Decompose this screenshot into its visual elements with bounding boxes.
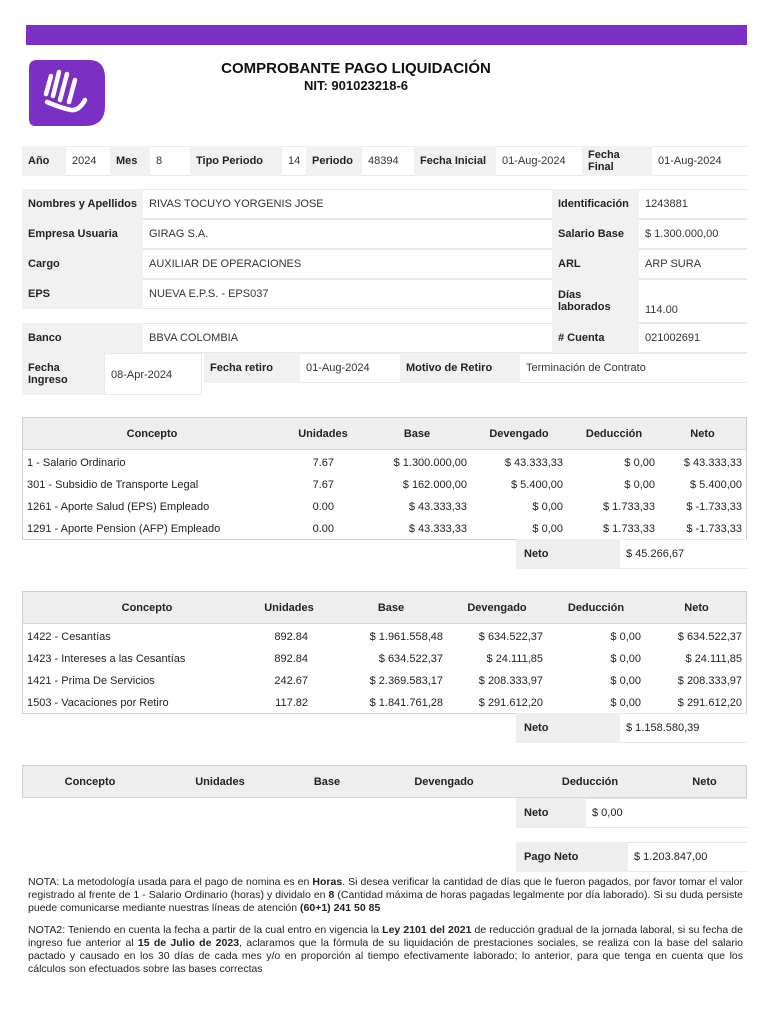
arl-label: ARL: [552, 249, 639, 279]
col-neto: Neto: [684, 601, 709, 614]
cargo-value: AUXILIAR DE OPERACIONES: [143, 249, 552, 279]
col-neto: Neto: [692, 775, 717, 788]
identificacion-value: 1243881: [639, 189, 747, 219]
col-unidades: Unidades: [264, 601, 314, 614]
cell-deduccion: $ 1.733,33: [603, 523, 655, 535]
tipo-periodo-label: Tipo Periodo: [190, 146, 282, 176]
cell-devengado: $ 0,00: [532, 501, 563, 513]
pago-neto-value: $ 1.203.847,00: [628, 842, 747, 872]
table-row: [23, 670, 746, 692]
tipo-periodo-value: 14: [282, 146, 306, 176]
nota-1-text: NOTA: La metodología usada para el pago de nomina es en: [28, 876, 313, 888]
col-base: Base: [403, 427, 431, 440]
nota-1-text: (Cantidad máxima de horas pagadas legalmente por día laborado). Si su duda persiste puede comunicarse mediante nuestras líneas de atención: [28, 889, 743, 914]
cell-devengado: $ 634.522,37: [478, 631, 543, 643]
document-title: COMPROBANTE PAGO LIQUIDACIÓN: [221, 60, 491, 77]
cell-unidades: 892.84: [274, 631, 308, 643]
cell-concepto: 1423 - Intereses a las Cesantías: [27, 653, 186, 665]
fecha-final-label: Fecha Final: [582, 146, 652, 176]
cell-devengado: $ 24.111,85: [486, 653, 543, 665]
col-concepto: Concepto: [64, 775, 116, 788]
table3-neto-row: [516, 798, 747, 828]
cell-base: $ 634.522,37: [378, 653, 443, 665]
cell-neto: $ 43.333,33: [683, 457, 742, 469]
col-deduccion: Deducción: [561, 775, 619, 788]
cell-devengado: $ 0,00: [532, 523, 563, 535]
col-neto: Neto: [690, 427, 715, 440]
cell-deduccion: $ 0,00: [624, 479, 655, 491]
cell-unidades: 7.67: [312, 457, 334, 469]
col-deduccion: Deducción: [585, 427, 643, 440]
company-nit: NIT: 901023218-6: [303, 78, 409, 93]
empresa-label: Empresa Usuaria: [22, 219, 143, 249]
table-row: [23, 452, 746, 474]
col-concepto: Concepto: [121, 601, 173, 614]
table1-neto-row: [516, 539, 747, 569]
cell-concepto: 1421 - Prima De Servicios: [27, 675, 155, 687]
fecha-inicial-label: Fecha Inicial: [414, 146, 496, 176]
banco-value: BBVA COLOMBIA: [143, 323, 552, 353]
banco-label: Banco: [22, 323, 143, 353]
cell-unidades: 892.84: [274, 653, 308, 665]
cell-devengado: $ 43.333,33: [504, 457, 563, 469]
nota-1-bold: 8: [328, 889, 335, 901]
col-deduccion: Deducción: [567, 601, 625, 614]
dias-laborados-label: Días laborados: [552, 279, 639, 323]
cell-neto: $ 208.333,97: [677, 675, 742, 687]
cell-devengado: $ 291.612,20: [478, 697, 543, 709]
cell-neto: $ 291.612,20: [677, 697, 742, 709]
cuenta-value: 021002691: [639, 323, 747, 353]
cell-devengado: $ 5.400,00: [511, 479, 563, 491]
anio-value: 2024: [66, 146, 110, 176]
col-base: Base: [313, 775, 341, 788]
empresa-value: GIRAG S.A.: [143, 219, 552, 249]
cell-neto: $ 5.400,00: [690, 479, 742, 491]
nombres-label: Nombres y Apellidos: [22, 189, 143, 219]
neto-value: $ 45.266,67: [620, 539, 747, 569]
cell-concepto: 1291 - Aporte Pension (AFP) Empleado: [27, 523, 221, 535]
identificacion-label: Identificación: [552, 189, 639, 219]
col-base: Base: [377, 601, 405, 614]
cell-unidades: 0.00: [312, 523, 334, 535]
cuenta-label: # Cuenta: [552, 323, 639, 353]
cell-deduccion: $ 0,00: [610, 653, 641, 665]
mes-value: 8: [150, 146, 190, 176]
nota-1-bold: Horas: [312, 876, 343, 888]
cell-base: $ 162.000,00: [402, 479, 467, 491]
fecha-ingreso-label: Fecha Ingreso: [22, 353, 104, 395]
nota-1-phone: (60+1) 241 50 85: [300, 902, 381, 914]
conceptos-table-3: [22, 765, 747, 798]
cell-neto: $ 24.111,85: [685, 653, 742, 665]
cell-base: $ 1.300.000,00: [393, 457, 467, 469]
salario-base-label: Salario Base: [552, 219, 639, 249]
cell-devengado: $ 208.333,97: [478, 675, 543, 687]
header-color-bar: [26, 25, 747, 45]
cell-concepto: 1261 - Aporte Salud (EPS) Empleado: [27, 501, 210, 513]
cell-unidades: 242.67: [274, 675, 308, 687]
col-devengado: Devengado: [414, 775, 474, 788]
col-devengado: Devengado: [489, 427, 549, 440]
motivo-retiro-label: Motivo de Retiro: [400, 353, 520, 383]
motivo-retiro-value: Terminación de Contrato: [520, 353, 747, 383]
cell-deduccion: $ 0,00: [610, 697, 641, 709]
nota-2-bold: Ley 2101 del 2021: [382, 924, 472, 936]
cell-base: $ 43.333,33: [408, 501, 467, 513]
col-devengado: Devengado: [467, 601, 527, 614]
table-row: [23, 626, 746, 648]
table-row: [23, 648, 746, 670]
table-header: [23, 592, 746, 624]
col-unidades: Unidades: [195, 775, 245, 788]
periodo-value: 48394: [362, 146, 414, 176]
cell-unidades: 117.82: [275, 697, 308, 709]
cell-neto: $ -1.733,33: [686, 523, 742, 535]
dias-laborados-value: 114.00: [639, 279, 747, 323]
company-logo: [27, 56, 107, 130]
cell-concepto: 1503 - Vacaciones por Retiro: [27, 697, 169, 709]
mes-label: Mes: [110, 146, 150, 176]
cargo-label: Cargo: [22, 249, 143, 279]
table-header: [23, 418, 746, 450]
fecha-inicial-value: 01-Aug-2024: [496, 146, 582, 176]
nota-1: [28, 876, 743, 915]
neto-label: Neto: [516, 713, 620, 743]
fecha-final-value: 01-Aug-2024: [652, 146, 747, 176]
table-row: [23, 474, 746, 496]
cell-deduccion: $ 0,00: [624, 457, 655, 469]
table-row: [23, 692, 746, 714]
cell-deduccion: $ 1.733,33: [603, 501, 655, 513]
cell-base: $ 2.369.583,17: [369, 675, 443, 687]
pago-neto-row: [516, 842, 747, 872]
col-unidades: Unidades: [298, 427, 348, 440]
cell-concepto: 1422 - Cesantías: [27, 631, 111, 643]
cell-unidades: 7.67: [312, 479, 334, 491]
conceptos-table-2: [22, 591, 747, 714]
table-row: [23, 518, 746, 540]
col-concepto: Concepto: [126, 427, 178, 440]
cell-concepto: 301 - Subsidio de Transporte Legal: [27, 479, 199, 491]
cell-neto: $ -1.733,33: [686, 501, 742, 513]
salario-base-value: $ 1.300.000,00: [639, 219, 747, 249]
cell-base: $ 43.333,33: [408, 523, 467, 535]
cell-neto: $ 634.522,37: [677, 631, 742, 643]
cell-deduccion: $ 0,00: [610, 675, 641, 687]
fecha-retiro-value: 01-Aug-2024: [300, 353, 400, 383]
nota-1-text: . Si desea verificar la cantidad de días que le fueron pagados, por favor tomar el valor registrado al frente de 1 - Salario Ordinario (horas) y dividalo en: [28, 876, 743, 901]
neto-label: Neto: [516, 798, 586, 828]
cell-unidades: 0.00: [312, 501, 334, 513]
pago-neto-label: Pago Neto: [516, 842, 628, 872]
eps-label: EPS: [22, 279, 143, 309]
arl-value: ARP SURA: [639, 249, 747, 279]
nota-2-text: , aclaramos que la fórmula de su liquidación de prestaciones sociales, se realiza con la base del salario pactado y causado en los 30 días de cada mes y/o en proporción al tiempo efectivamente laborado; lo anterior, para que tenga en cuenta que los cálculos son efectuados sobre las bases correctas: [28, 937, 744, 975]
nombres-value: RIVAS TOCUYO YORGENIS JOSE: [143, 189, 552, 219]
fecha-retiro-label: Fecha retiro: [204, 353, 300, 383]
neto-label: Neto: [516, 539, 620, 569]
table-header: [23, 766, 746, 798]
nota-2-text: de reducción gradual de la jornada laboral, si su fecha de ingreso fue anterior al: [28, 924, 743, 949]
table2-neto-row: [516, 713, 747, 743]
neto-value: $ 1.158.580,39: [620, 713, 747, 743]
nota-2: [28, 924, 743, 976]
cell-base: $ 1.961.558,48: [369, 631, 443, 643]
cell-concepto: 1 - Salario Ordinario: [27, 457, 126, 469]
nota-2-text: NOTA2: Teniendo en cuenta la fecha a partir de la cual entro en vigencia la: [28, 924, 383, 936]
fecha-ingreso-value: 08-Apr-2024: [104, 353, 202, 395]
periodo-label: Periodo: [306, 146, 362, 176]
cell-deduccion: $ 0,00: [610, 631, 641, 643]
eps-value: NUEVA E.P.S. - EPS037: [143, 279, 552, 309]
cell-base: $ 1.841.761,28: [369, 697, 443, 709]
neto-value: $ 0,00: [586, 798, 747, 828]
nota-2-bold: 15 de Julio de 2023: [137, 937, 240, 949]
anio-label: Año: [22, 146, 66, 176]
table-row: [23, 496, 746, 518]
conceptos-table-1: [22, 417, 747, 540]
